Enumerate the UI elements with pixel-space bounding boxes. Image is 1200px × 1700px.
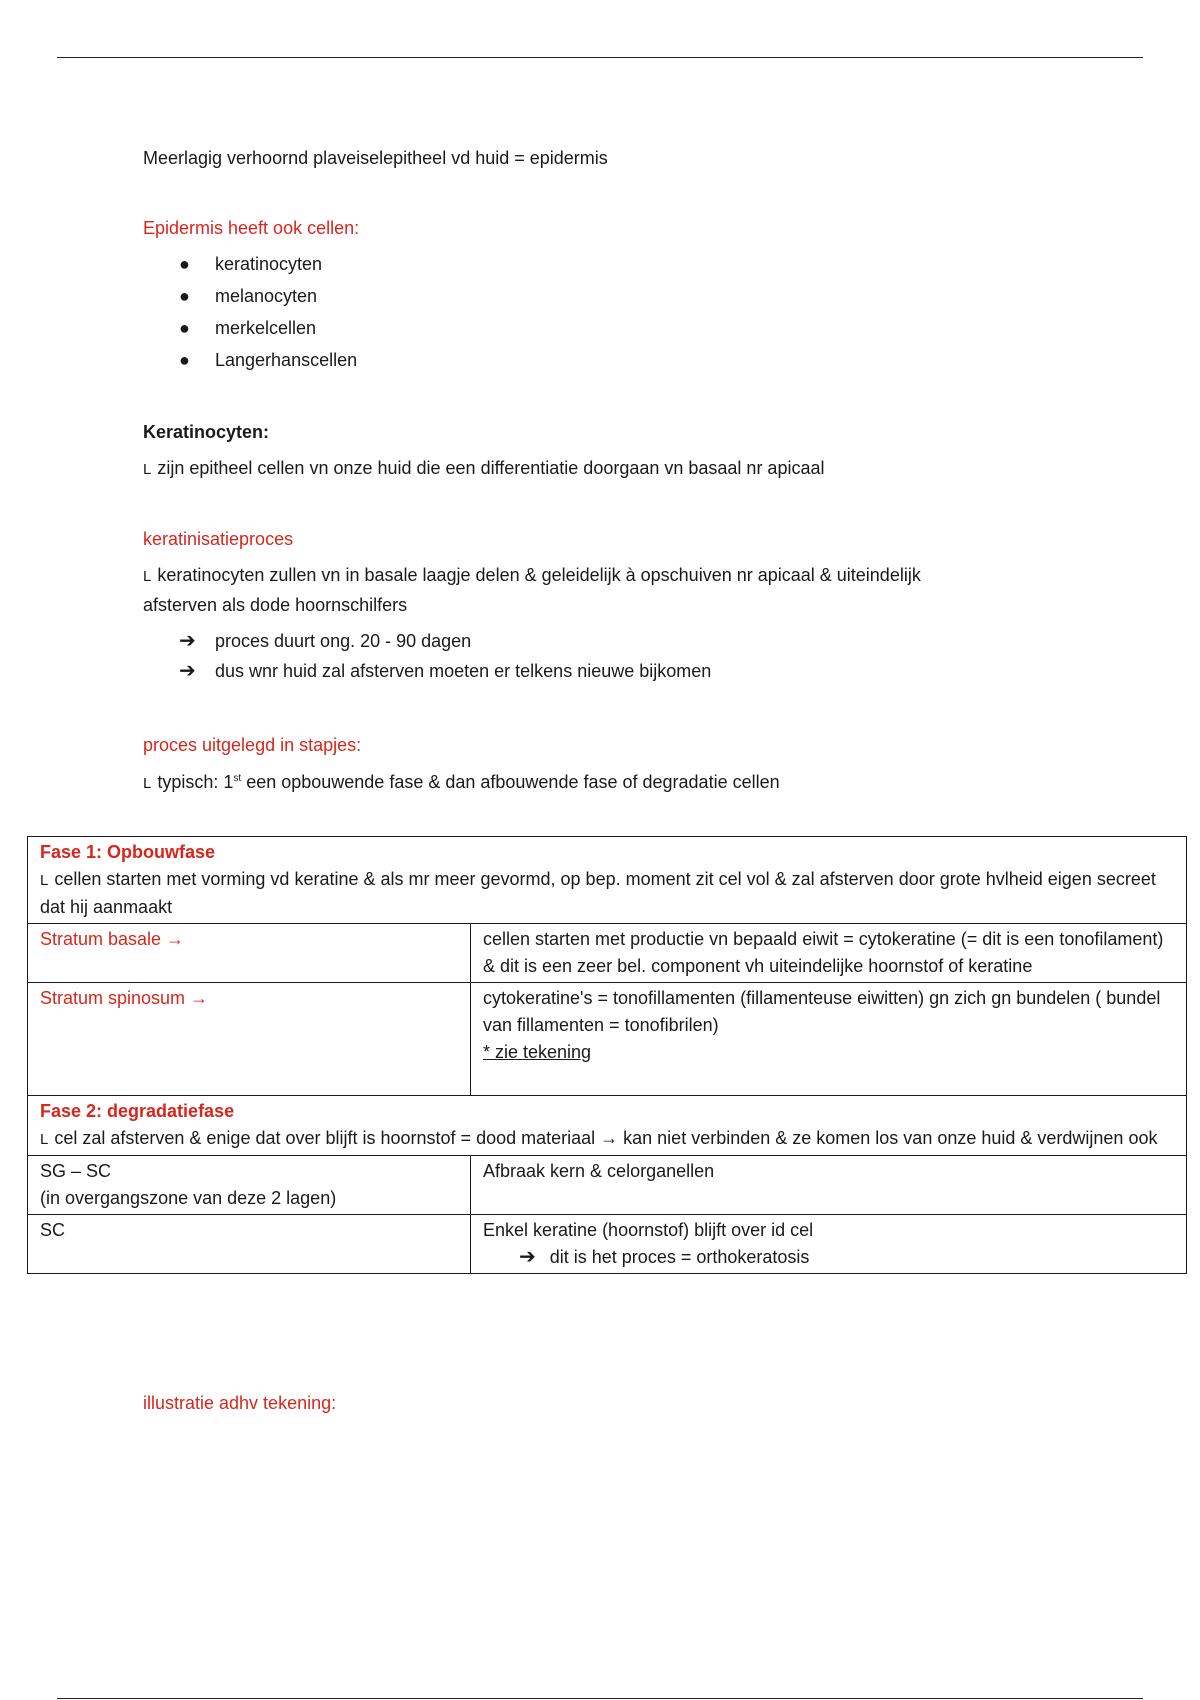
cells-list bbox=[143, 248, 357, 376]
bullet-icon: ● bbox=[179, 254, 190, 274]
keratinisatie-line1: L keratinocyten zullen vn in basale laagje delen & geleidelijk à opschuiven nr apicaal & uiteindelijk bbox=[143, 565, 921, 585]
sc-cell bbox=[471, 1215, 1187, 1274]
keratinocyten-text: L zijn epitheel cellen vn onze huid die een differentiatie doorgaan vn basaal nr apicaal bbox=[143, 458, 825, 478]
header-rule bbox=[57, 57, 1143, 58]
phase1-title: Fase 1: Opbouwfase bbox=[40, 842, 216, 862]
sc-point: ➔ dit is het proces = orthokeratosis bbox=[519, 1246, 810, 1268]
keratinisatie-points bbox=[143, 626, 711, 686]
intro-text: Meerlagig verhoornd plaveiselepitheel vd huid = epidermis bbox=[143, 148, 608, 168]
sgsc-label: SG – SC bbox=[40, 1161, 112, 1181]
list-item: ● keratinocyten bbox=[143, 248, 357, 280]
spinosum-note: * zie tekening bbox=[483, 1042, 592, 1062]
sc-text: Enkel keratine (hoornstof) blijft over id cel bbox=[483, 1220, 814, 1240]
phase2-title: Fase 2: degradatiefase bbox=[40, 1101, 235, 1121]
stappen-text: L typisch: 1st een opbouwende fase & dan afbouwende fase of degradatie cellen bbox=[143, 772, 780, 792]
phases-table bbox=[27, 836, 1187, 1274]
phase2-cell bbox=[28, 1096, 1187, 1156]
spinosum-text: cytokeratine's = tonofillamenten (fillamenteuse eiwitten) gn zich gn bundelen ( bundel van fillamenten = tonofibrilen) bbox=[483, 988, 1161, 1035]
table-row bbox=[28, 1156, 1187, 1215]
table-row bbox=[28, 1215, 1187, 1274]
bullet-icon: ● bbox=[179, 350, 190, 370]
keratinisatie-line2: afsterven als dode hoornschilfers bbox=[143, 595, 408, 615]
cells-heading: Epidermis heeft ook cellen: bbox=[143, 218, 360, 238]
sc-label: SC bbox=[28, 1215, 471, 1274]
table-row bbox=[28, 983, 1187, 1096]
keratinisatie-heading: keratinisatieproces bbox=[143, 529, 294, 549]
phase1-cell bbox=[28, 837, 1187, 924]
basale-text: cellen starten met productie vn bepaald eiwit = cytokeratine (= dit is een tonofilament) & dit is een zeer bel. component vh uiteindelijke hoornstof of keratine bbox=[471, 924, 1187, 983]
footer-rule bbox=[57, 1698, 1143, 1699]
sgsc-cell bbox=[28, 1156, 471, 1215]
phase2-text: L cel zal afsterven & enige dat over blijft is hoornstof = dood materiaal → kan niet verbinden & ze komen los van onze huid & verdwijnen ook bbox=[40, 1128, 1158, 1148]
basale-label: Stratum basale → bbox=[28, 924, 471, 983]
spacer bbox=[483, 1066, 1176, 1093]
spinosum-label: Stratum spinosum → bbox=[28, 983, 471, 1096]
table-row bbox=[28, 837, 1187, 924]
arrow-right-icon: ➔ bbox=[179, 660, 196, 682]
stappen-heading: proces uitgelegd in stapjes: bbox=[143, 735, 362, 755]
list-item: ● Langerhanscellen bbox=[143, 344, 357, 376]
table-row bbox=[28, 924, 1187, 983]
table-row bbox=[28, 1096, 1187, 1156]
sgsc-sub: (in overgangszone van deze 2 lagen) bbox=[40, 1188, 337, 1208]
list-item: ➔ proces duurt ong. 20 - 90 dagen bbox=[143, 626, 711, 656]
sgsc-text: Afbraak kern & celorganellen bbox=[471, 1156, 1187, 1215]
list-item: ● melanocyten bbox=[143, 280, 357, 312]
illustration-heading: illustratie adhv tekening: bbox=[143, 1393, 337, 1413]
list-item: ➔ dus wnr huid zal afsterven moeten er telkens nieuwe bijkomen bbox=[143, 656, 711, 686]
spinosum-cell bbox=[471, 983, 1187, 1096]
bullet-icon: ● bbox=[179, 286, 190, 306]
bullet-icon: ● bbox=[179, 318, 190, 338]
list-item: ● merkelcellen bbox=[143, 312, 357, 344]
keratinocyten-heading: Keratinocyten: bbox=[143, 422, 270, 442]
arrow-right-icon: ➔ bbox=[519, 1246, 536, 1268]
phase1-text: L cellen starten met vorming vd keratine & als mr meer gevormd, op bep. moment zit cel vol & zal afsterven door grote hvlheid eigen secreet dat hij aanmaakt bbox=[40, 869, 1156, 917]
arrow-right-icon: ➔ bbox=[179, 630, 196, 652]
